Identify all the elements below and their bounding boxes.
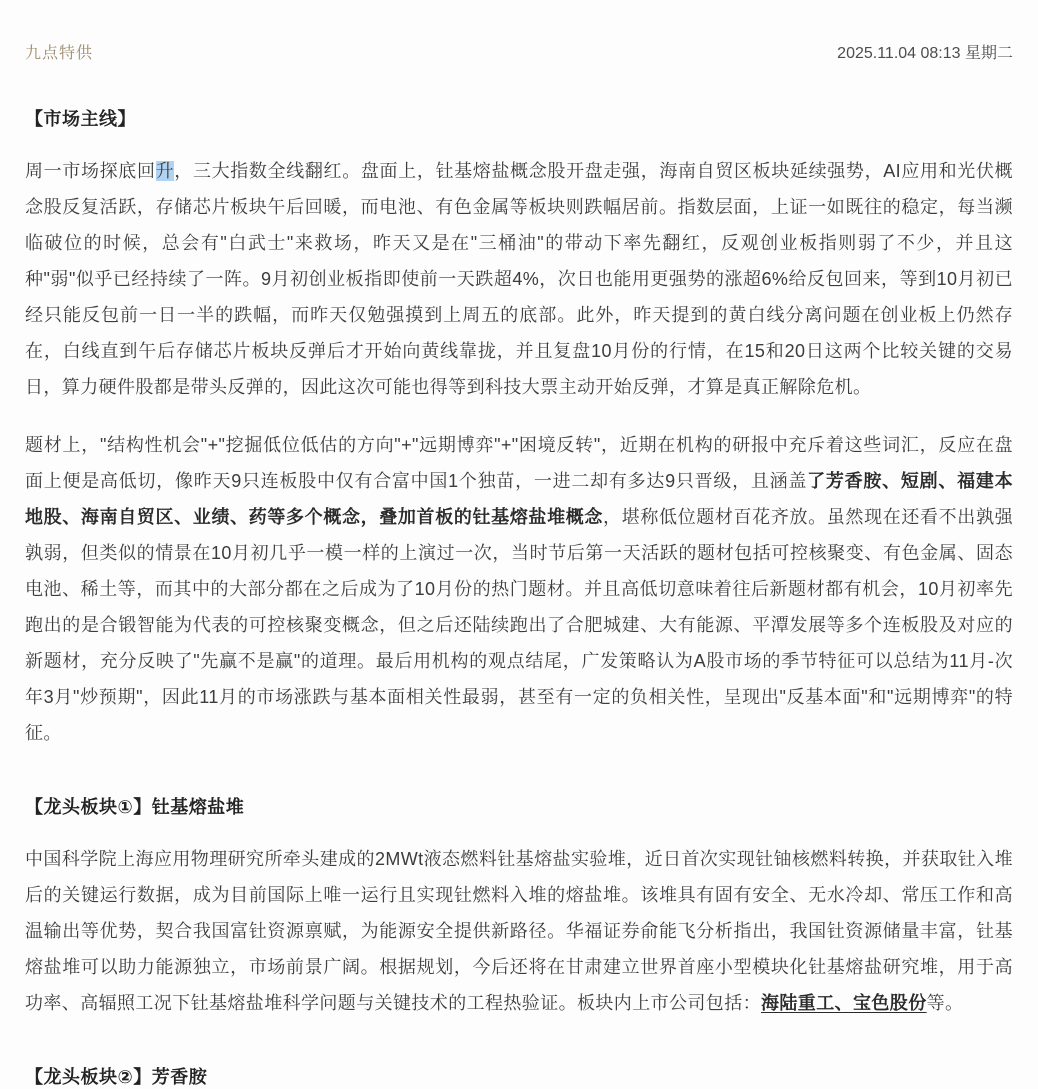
text-segment: 等。 bbox=[926, 993, 964, 1013]
paragraph-market-overview bbox=[25, 153, 1013, 405]
text-segment: ，堪称低位题材百花齐放。虽然现在还看不出孰强孰弱，但类似的情景在10月初几乎一模一样的上演过一次，当时节后第一天活跃的题材包括可控核聚变、有色金属、固态电池、稀土等，而其中的大部分都在之后成为了10月份的热门题材。并且高低切意味着往后新题材都有机会，10月初率先跑出的是合锻智能为代表的可控核聚变概念，但之后还陆续跑出了合肥城建、大有能源、平潭发展等多个连板股及对应的新题材，充分反映了"先赢不是赢"的道理。最后用机构的观点结尾，广发策略认为A股市场的季节特征可以总结为11月-次年3月"炒预期"，因此11月的市场涨跌与基本面相关性最弱，甚至有一定的负相关性，呈现出"反基本面"和"远期博弈"的特征。 bbox=[25, 507, 1013, 743]
datetime-label: 2025.11.04 08:13 星期二 bbox=[837, 45, 1013, 62]
text-segment: ，三大指数全线翻红。盘面上，钍基熔盐概念股开盘走强，海南自贸区板块延续强势，AI应用和光伏概念股反复活跃，存储芯片板块午后回暖，而电池、有色金属等板块则跌幅居前。指数层面，上证一如既往的稳定，每当濒临破位的时候，总会有"白武士"来救场，昨天又是在"三桶油"的带动下率先翻红，反观创业板指则弱了不少，并且这种"弱"似乎已经持续了一阵。9月初创业板指即使前一天跌超4%，次日也能用更强势的涨超6%给反包回来，等到10月初已经只能反包前一日一半的跌幅，而昨天仅勉强摸到上周五的底部。此外，昨天提到的黄白线分离问题在创业板上仍然存在，白线直到午后存储芯片板块反弹后才开始向黄线靠拢，并且复盘10月份的行情，在15和20日这两个比较关键的交易日，算力硬件股都是带头反弹的，因此这次可能也得等到科技大票主动开始反弹，才算是真正解除危机。 bbox=[25, 161, 1014, 397]
text-segment: 中国科学院上海应用物理研究所牵头建成的2MWt液态燃料钍基熔盐实验堆，近日首次实现钍铀核燃料转换，并获取钍入堆后的关键运行数据，成为目前国际上唯一运行且实现钍燃料入堆的熔盐堆。该堆具有固有安全、无水冷却、常压工作和高温输出等优势，契合我国富钍资源禀赋，为能源安全提供新路径。华福证券俞能飞分析指出，我国钍资源储量丰富，钍基熔盐堆可以助力能源独立，市场前景广阔。根据规划，今后还将在甘肃建立世界首座小型模块化钍基熔盐研究堆，用于高功率、高辐照工况下钍基熔盐堆科学问题与关键技术的工程热验证。板块内上市公司包括： bbox=[25, 849, 1013, 1013]
paragraph-theme-analysis bbox=[25, 427, 1013, 751]
text-segment: 周一市场探底回 bbox=[25, 161, 156, 181]
brand-title: 九点特供 bbox=[25, 45, 94, 62]
section-heading-leader-board-2: 【龙头板块②】芳香胺 bbox=[25, 1067, 208, 1087]
section-heading-leader-board-1: 【龙头板块①】钍基熔盐堆 bbox=[25, 797, 245, 817]
stock-names-emphasis: 海陆重工、宝色股份 bbox=[761, 993, 927, 1013]
paragraph-thorium-molten-salt-reactor bbox=[25, 841, 1013, 1021]
header bbox=[25, 40, 1013, 63]
emphasis-text: 了芳香胺、短剧、福建本地股、海南自贸区、业绩、药等多个概念，叠加首板的钍基熔盐堆概念 bbox=[25, 471, 1013, 527]
section-heading-market-mainline: 【市场主线】 bbox=[25, 109, 136, 129]
selected-text: 升 bbox=[155, 161, 175, 181]
text-segment: 题材上，"结构性机会"+"挖掘低位低估的方向"+"远期博弈"+"困境反转"，近期在机构的研报中充斥着这些词汇，反应在盘面上便是高低切，像昨天9只连板股中仅有合富中国1个独苗，一进二却有多达9只晋级，且涵盖 bbox=[25, 435, 1013, 491]
